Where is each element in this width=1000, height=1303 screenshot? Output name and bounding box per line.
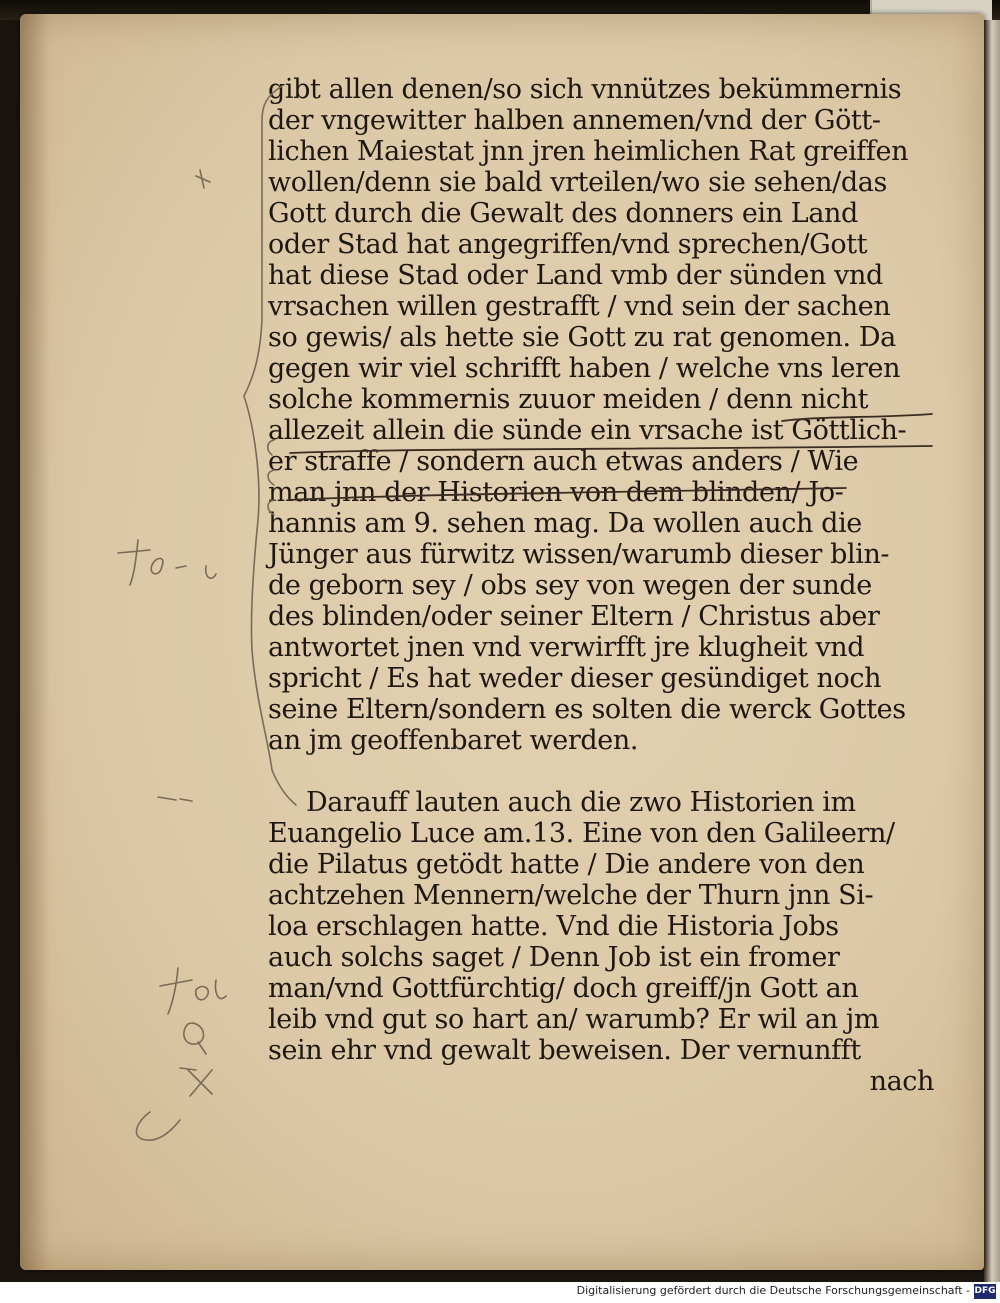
text-line: oder Stad hat angegriffen/vnd sprechen/Gott <box>268 229 868 260</box>
text-line: Gott durch die Gewalt des donners ein Land <box>268 198 858 229</box>
scan-right-edge <box>984 20 1000 1282</box>
footer-credit: Digitalisierung gefördert durch die Deutsche Forschungsgemeinschaft - <box>576 1284 970 1297</box>
text-line: gibt allen denen/so sich vnnützes bekümmernis <box>268 74 902 105</box>
footer <box>0 1282 1000 1303</box>
text-line: Darauff lauten auch die zwo Historien im <box>306 787 856 818</box>
text-line: der vngewitter halben annemen/vnd der Gött- <box>268 105 881 136</box>
paragraph-gap <box>268 756 948 787</box>
paragraph-1 <box>268 74 948 756</box>
text-line: lichen Maiestat jnn jren heimlichen Rat greiffen <box>268 136 909 167</box>
catchword: nach <box>869 1066 934 1097</box>
text-line: die Pilatus getödt hatte / Die andere von den <box>268 849 865 880</box>
text-line: des blinden/oder seiner Eltern / Christus aber <box>268 601 880 632</box>
page-gutter-shadow <box>20 14 50 1270</box>
text-line: allezeit allein die sünde ein vrsache ist Göttlich- <box>268 415 907 446</box>
page-text <box>268 74 948 1097</box>
text-line: hannis am 9. sehen mag. Da wollen auch die <box>268 508 862 539</box>
text-line: man/vnd Gottfürchtig/ doch greiff/jn Gott an <box>268 973 859 1004</box>
text-line: hat diese Stad oder Land vmb der sünden vnd <box>268 260 883 291</box>
text-line: seine Eltern/sondern es solten die werck Gottes <box>268 694 906 725</box>
text-line: Jünger aus fürwitz wissen/warumb dieser blin- <box>268 539 890 570</box>
text-line: antwortet jnen vnd verwirfft jre klugheit vnd <box>268 632 865 663</box>
text-line: so gewis/ als hette sie Gott zu rat genomen. Da <box>268 322 896 353</box>
text-line: gegen wir viel schrifft haben / welche vns leren <box>268 353 901 384</box>
dfg-logo-icon: DFG <box>974 1284 996 1299</box>
paragraph-2 <box>268 787 948 1097</box>
text-line: man jnn der Historien von dem blinden/ Jo- <box>268 477 844 508</box>
text-line: auch solchs saget / Denn Job ist ein fromer <box>268 942 840 973</box>
text-line: an jm geoffenbaret werden. <box>268 725 639 756</box>
text-line: de geborn sey / obs sey von wegen der sunde <box>268 570 872 601</box>
text-line: sein ehr vnd gewalt beweisen. Der vernunfft <box>268 1035 861 1066</box>
text-line: solche kommernis zuuor meiden / denn nicht <box>268 384 869 415</box>
text-line: spricht / Es hat weder dieser gesündiget noch <box>268 663 882 694</box>
text-line: er straffe / sondern auch etwas anders / Wie <box>268 446 859 477</box>
text-line: loa erschlagen hatte. Vnd die Historia Jobs <box>268 911 839 942</box>
text-line: wollen/denn sie bald vrteilen/wo sie sehen/das <box>268 167 887 198</box>
text-line: leib vnd gut so hart an/ warumb? Er wil an jm <box>268 1004 880 1035</box>
text-line: vrsachen willen gestrafft / vnd sein der sachen <box>268 291 891 322</box>
text-line: achtzehen Mennern/welche der Thurn jnn Si- <box>268 880 874 911</box>
text-line: Euangelio Luce am.13. Eine von den Galileern/ <box>268 818 895 849</box>
